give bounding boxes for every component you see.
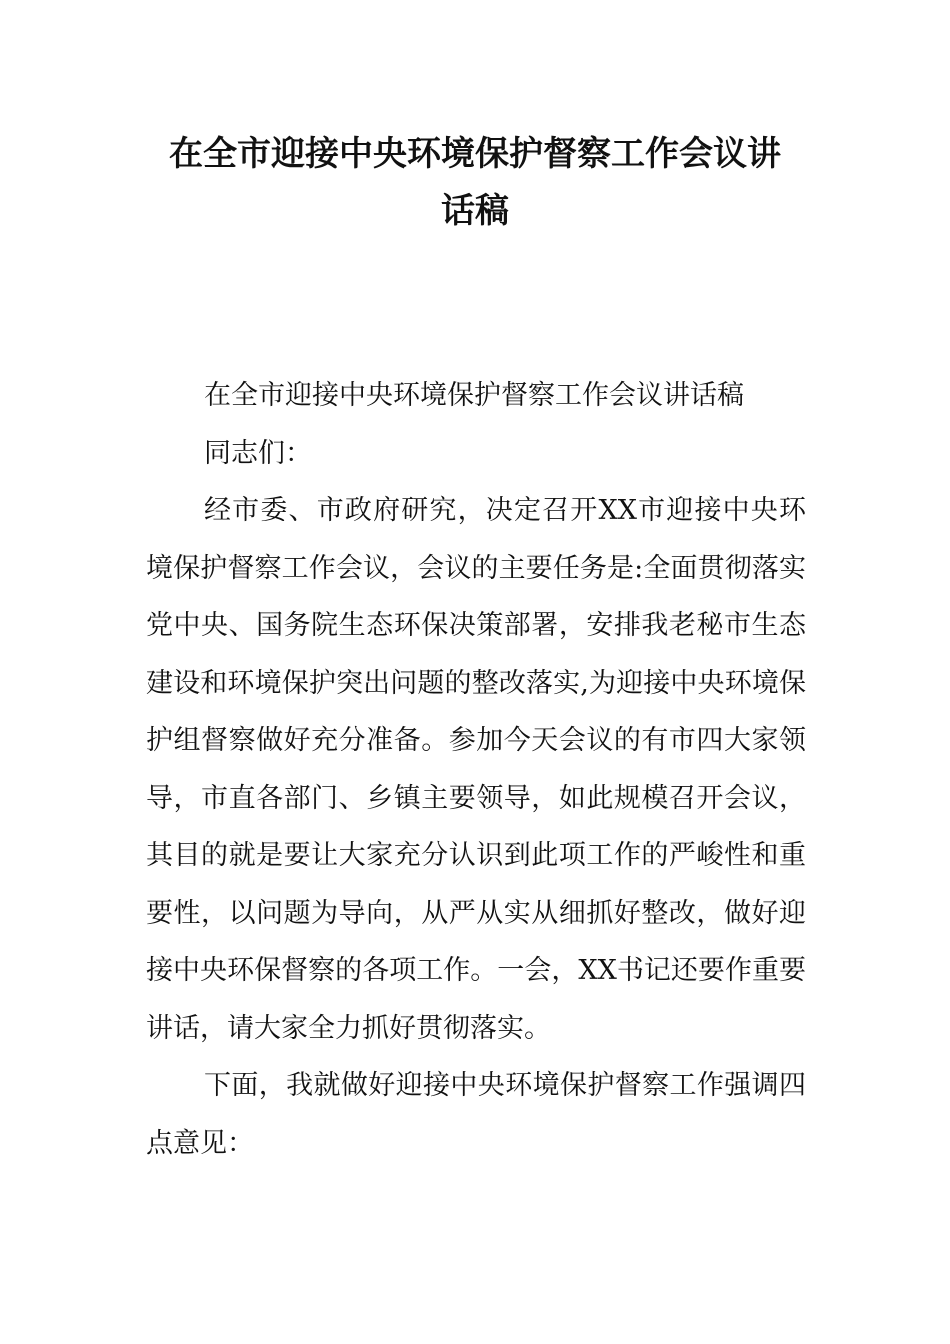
document-title-line-1: 在全市迎接中央环境保护督察工作会议讲 [169,134,781,174]
document-title [140,126,810,240]
document-title-line-2: 话稿 [441,191,509,231]
paragraph-introduction: 经市委、市政府研究，决定召开XX市迎接中央环境保护督察工作会议，会议的主要任务是:全面贯彻落实党中央、国务院生态环保决策部署，安排我老秘市生态建设和环境保护突出问题的整改落实,为迎接中央环境保护组督察做好充分准备。参加今天会议的有市四大家领导，市直各部门、乡镇主要领导，如此规模召开会议，其目的就是要让大家充分认识到此项工作的严峻性和重要性，以问题为导向，从严从实从细抓好整改，做好迎接中央环保督察的各项工作。一会，XX书记还要作重要讲话，请大家全力抓好贯彻落实。 [146,495,806,1044]
paragraph-heading: 在全市迎接中央环境保护督察工作会议讲话稿 [204,380,744,411]
paragraph-salutation: 同志们： [204,437,312,469]
document-body [146,367,806,1172]
paragraph-transition: 下面，我就做好迎接中央环境保护督察工作强调四点意见： [146,1070,806,1159]
